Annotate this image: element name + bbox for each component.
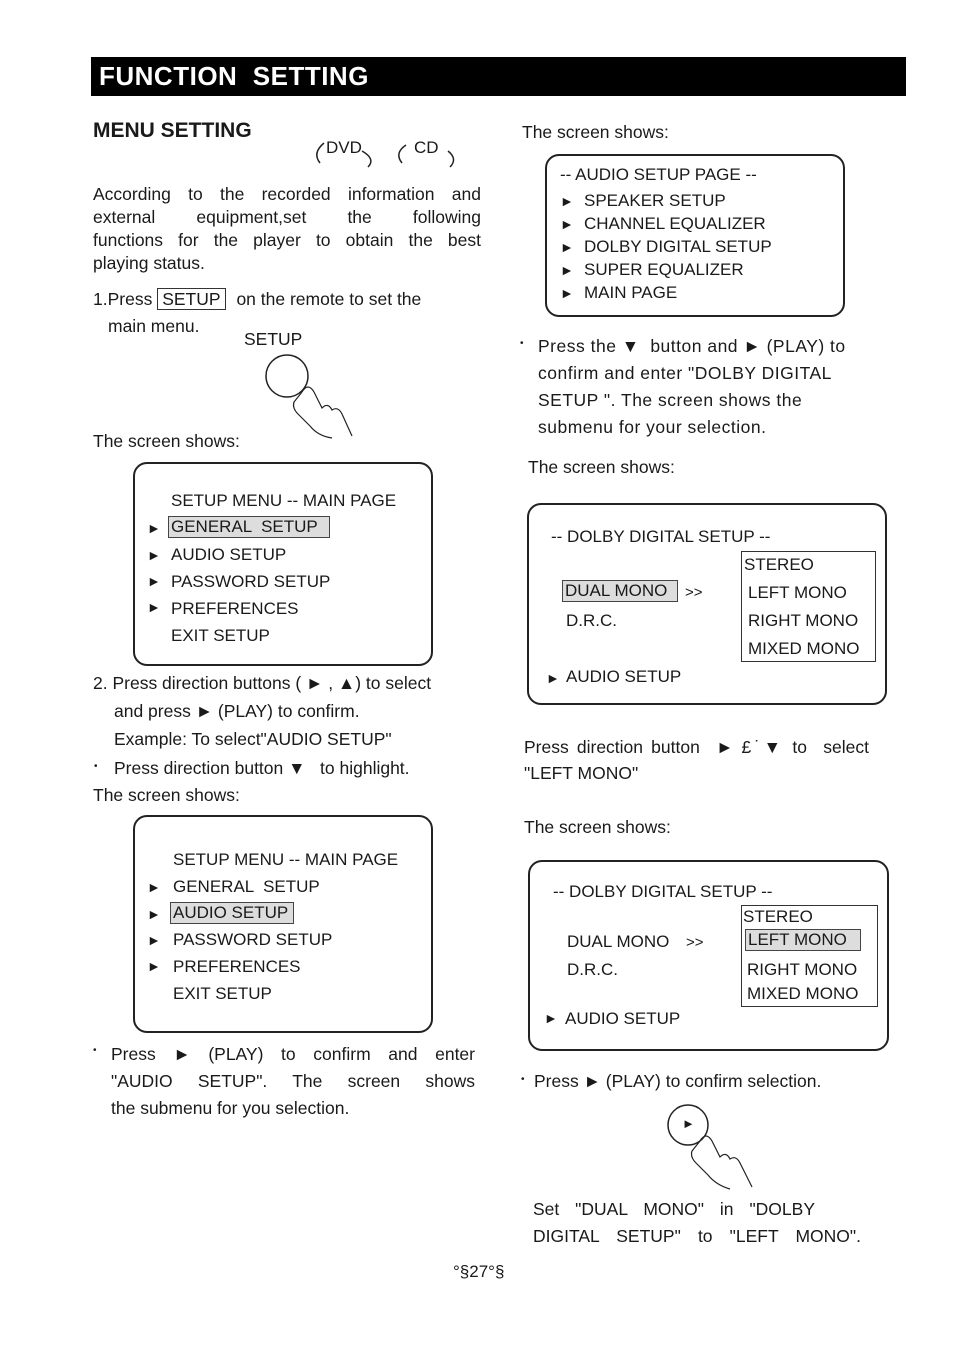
menu-arrow-icon: ► <box>544 1010 558 1026</box>
paragraph-line: confirm and enter "DOLBY DIGITAL <box>538 363 832 383</box>
section-title: MENU SETTING <box>93 119 252 142</box>
menu-item-super-equalizer[interactable]: SUPER EQUALIZER <box>584 260 744 279</box>
menu-title: -- DOLBY DIGITAL SETUP -- <box>551 527 771 546</box>
step2-line: 2. Press direction buttons ( ► , ▲) to select <box>93 673 432 693</box>
menu-arrow-icon: ► <box>147 879 161 895</box>
menu-arrow-icon: ► <box>147 932 161 948</box>
audio-setup-page-screen <box>545 154 845 317</box>
menu-arrow-icon: ► <box>560 193 574 209</box>
setup-button-label: SETUP <box>244 329 303 349</box>
option-right-mono[interactable]: RIGHT MONO <box>748 611 859 630</box>
intro-line: external equipment,set the following <box>93 207 481 227</box>
play-button-hand-icon <box>664 1103 759 1191</box>
option-right-mono[interactable]: RIGHT MONO <box>747 960 858 979</box>
option-mixed-mono[interactable]: MIXED MONO <box>748 639 860 658</box>
setup-key-label: SETUP <box>157 288 225 310</box>
option-drc[interactable]: D.R.C. <box>567 960 618 979</box>
step2-line: Press direction button ▼ to highlight. <box>114 758 410 778</box>
menu-item-audio-setup[interactable]: AUDIO SETUP <box>171 545 287 564</box>
page-title: FUNCTION SETTING <box>99 61 369 91</box>
hand-icon <box>664 1103 759 1191</box>
final-line: Set "DUAL MONO" in "DOLBY <box>533 1199 815 1219</box>
dvd-label: DVD <box>326 138 362 157</box>
screen-shows-label: The screen shows: <box>93 431 240 451</box>
paragraph-dolby-intro <box>538 333 878 441</box>
menu-item-dolby-digital-setup[interactable]: DOLBY DIGITAL SETUP <box>584 237 772 256</box>
intro-line: functions for the player to obtain the best <box>93 230 481 250</box>
bullet-icon: • <box>521 1074 525 1085</box>
menu-arrow-icon: ► <box>147 906 161 922</box>
menu-item-channel-equalizer[interactable]: CHANNEL EQUALIZER <box>584 214 766 233</box>
bullet-icon: • <box>94 761 98 772</box>
paragraph-line: submenu for your selection. <box>538 417 767 437</box>
menu-item-main-page[interactable]: MAIN PAGE <box>584 283 678 302</box>
menu-item-password-setup[interactable]: PASSWORD SETUP <box>171 572 331 591</box>
section-header-bar <box>91 57 906 96</box>
dvd-badge <box>310 135 376 169</box>
menu-title: -- AUDIO SETUP PAGE -- <box>560 165 757 184</box>
intro-line: playing status. <box>93 253 205 273</box>
play-icon: ► <box>682 1116 695 1131</box>
menu-arrow-icon: ► <box>147 599 161 615</box>
submenu-arrow: >> <box>686 934 704 951</box>
screen-shows-label: The screen shows: <box>524 817 671 837</box>
menu-item-preferences[interactable]: PREFERENCES <box>173 957 301 976</box>
paragraph-confirm-selection: Press ► (PLAY) to confirm selection. <box>534 1071 822 1091</box>
menu-arrow-icon: ► <box>560 216 574 232</box>
menu-item-exit-setup[interactable]: EXIT SETUP <box>171 626 270 645</box>
option-stereo[interactable]: STEREO <box>744 555 814 574</box>
menu-title: -- DOLBY DIGITAL SETUP -- <box>553 882 773 901</box>
cd-badge <box>392 135 458 169</box>
final-line: DIGITAL SETUP" to "LEFT MONO". <box>533 1226 861 1246</box>
setup-menu-screen-2 <box>133 815 433 1033</box>
paragraph-line: Press the ▼ button and ► (PLAY) to <box>538 336 846 356</box>
menu-item-audio-setup[interactable]: AUDIO SETUP <box>170 902 294 924</box>
option-stereo[interactable]: STEREO <box>743 907 813 926</box>
step1-line2: main menu. <box>108 316 200 336</box>
step2-example: Example: To select"AUDIO SETUP" <box>114 729 392 749</box>
paragraph-line: SETUP ". The screen shows the <box>538 390 803 410</box>
bullet-icon: • <box>93 1045 97 1056</box>
menu-arrow-icon: ► <box>560 262 574 278</box>
page-number: °§27°§ <box>453 1262 505 1281</box>
option-mixed-mono[interactable]: MIXED MONO <box>747 984 859 1003</box>
option-dual-mono[interactable]: DUAL MONO <box>562 580 678 602</box>
paragraph-line: "LEFT MONO" <box>524 763 639 783</box>
screen-shows-label: The screen shows: <box>528 457 675 477</box>
option-left-mono[interactable]: LEFT MONO <box>748 583 847 602</box>
screen-shows-label: The screen shows: <box>522 122 669 142</box>
option-dual-mono[interactable]: DUAL MONO <box>567 932 670 951</box>
intro-line: According to the recorded information and <box>93 184 481 204</box>
menu-arrow-icon: ► <box>560 285 574 301</box>
step1-line <box>93 288 421 311</box>
menu-item-audio-setup[interactable]: AUDIO SETUP <box>566 667 682 686</box>
menu-item-password-setup[interactable]: PASSWORD SETUP <box>173 930 333 949</box>
step3-paragraph <box>111 1041 475 1122</box>
menu-arrow-icon: ► <box>546 670 560 686</box>
menu-item-speaker-setup[interactable]: SPEAKER SETUP <box>584 191 726 210</box>
step3-line: the submenu for you selection. <box>111 1098 350 1118</box>
menu-title: SETUP MENU -- MAIN PAGE <box>173 850 399 869</box>
dolby-digital-setup-screen-1 <box>527 503 887 705</box>
menu-arrow-icon: ► <box>560 239 574 255</box>
menu-item-general-setup[interactable]: GENERAL SETUP <box>173 877 320 896</box>
setup-menu-screen-1 <box>133 462 433 666</box>
cd-label: CD <box>414 138 439 157</box>
option-left-mono[interactable]: LEFT MONO <box>745 929 861 951</box>
intro-paragraph <box>93 183 481 275</box>
setup-button-hand-icon <box>262 352 357 444</box>
bullet-icon: • <box>520 338 524 349</box>
option-drc[interactable]: D.R.C. <box>566 611 617 630</box>
paragraph-line: Press direction button ► £˙▼ to select <box>524 737 869 757</box>
step1-pre: 1.Press <box>93 289 153 309</box>
paragraph-select-left-mono <box>524 734 869 786</box>
submenu-arrow: >> <box>685 584 703 601</box>
menu-item-exit-setup[interactable]: EXIT SETUP <box>173 984 272 1003</box>
menu-arrow-icon: ► <box>147 520 161 536</box>
menu-arrow-icon: ► <box>147 547 161 563</box>
menu-arrow-icon: ► <box>147 573 161 589</box>
final-paragraph <box>533 1196 861 1250</box>
menu-item-audio-setup[interactable]: AUDIO SETUP <box>565 1009 681 1028</box>
step2-line: and press ► (PLAY) to confirm. <box>114 701 360 721</box>
dolby-digital-setup-screen-2 <box>528 860 889 1051</box>
step1-post: on the remote to set the <box>236 289 422 309</box>
screen-shows-label: The screen shows: <box>93 785 240 805</box>
step3-line: Press ► (PLAY) to confirm and enter <box>111 1044 475 1064</box>
menu-item-preferences[interactable]: PREFERENCES <box>171 599 299 618</box>
menu-item-general-setup[interactable]: GENERAL SETUP <box>168 516 330 538</box>
menu-arrow-icon: ► <box>147 958 161 974</box>
step3-line: "AUDIO SETUP". The screen shows <box>111 1071 475 1091</box>
menu-title: SETUP MENU -- MAIN PAGE <box>171 491 397 510</box>
